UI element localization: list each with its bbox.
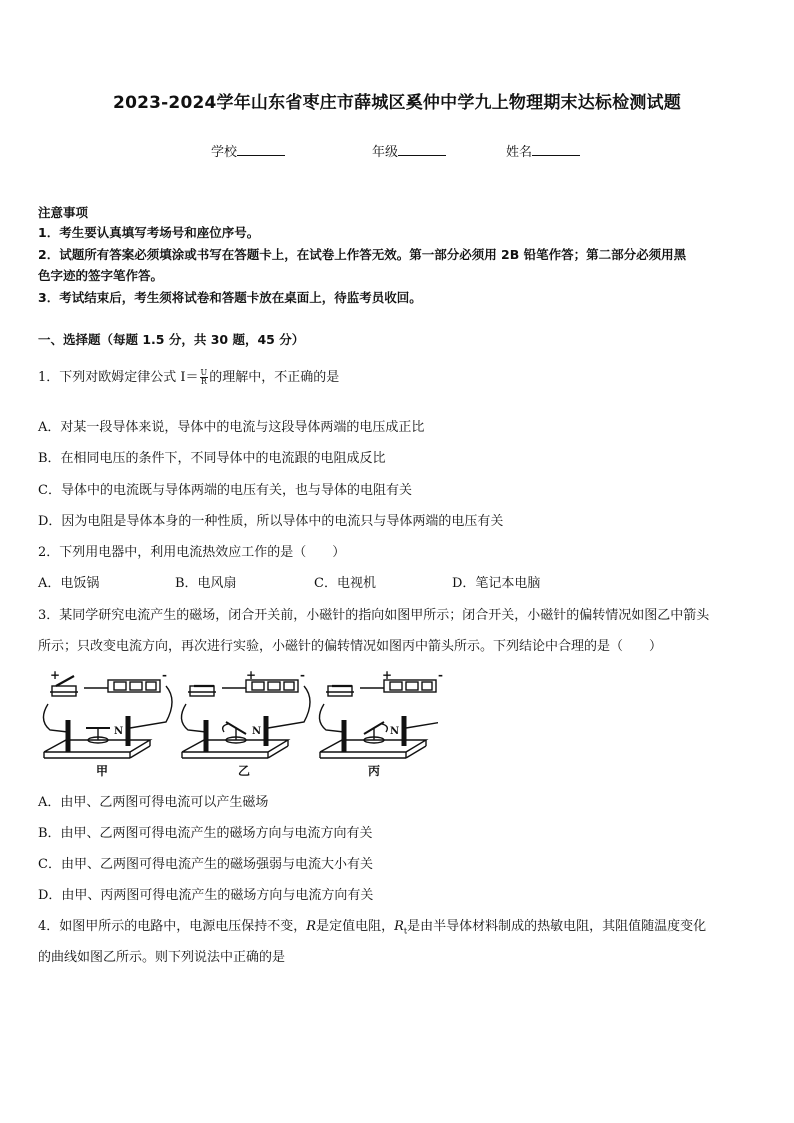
page-title: 2023-2024学年山东省枣庄市薛城区奚仲中学九上物理期末达标检测试题 [113,93,681,113]
grade-field[interactable] [372,141,446,160]
q1-option-b[interactable]: B．在相同电压的条件下，不同导体中的电流跟的电阻成反比 [38,451,386,466]
school-blank[interactable] [237,143,285,156]
q1-option-c[interactable]: C．导体中的电流既与导体两端的电压有关，也与导体的电阻有关 [38,483,412,498]
question-4-stem-line1 [38,915,706,936]
diagram-jia [43,676,172,758]
notice-item: 1．考生要认真填写考场号和座位序号。 [38,225,260,240]
q2-option-b[interactable]: B．电风扇 [175,576,237,591]
q4-text-b: 是定值电阻， [316,919,395,934]
question-4-stem-line2: 的曲线如图乙所示。则下列说法中正确的是 [38,950,286,965]
q4-var-r: R [306,919,317,934]
grade-label: 年级 [372,145,399,160]
grade-blank[interactable] [398,143,446,156]
notice-item: 2．试题所有答案必须填涂或书写在答题卡上，在试卷上作答无效。第一部分必须用 2B 铅笔作答；第二部分必须用黑 [38,247,687,262]
name-label: 姓名 [506,145,533,160]
question-3-stem-line2: 所示；只改变电流方向，再次进行实验，小磁针的偏转情况如图丙中箭头所示。下列结论中合理的是（ ） [38,639,663,654]
diagram-bing-pole: N [390,726,400,737]
q2-option-c[interactable]: C．电视机 [314,576,376,591]
diagram-yi-plus: + [246,668,257,682]
question-1-stem [38,366,339,386]
fraction-denominator: R [200,377,207,386]
q1-suffix: 的理解中，不正确的是 [209,370,340,385]
diagram-yi [181,680,310,758]
name-blank[interactable] [532,143,580,156]
q3-figure [38,668,443,780]
q3-option-b[interactable]: B．由甲、乙两图可得电流产生的磁场方向与电流方向有关 [38,826,373,841]
diagram-label-jia: 甲 [96,764,109,778]
notice-item: 3．考试结束后，考生须将试卷和答题卡放在桌面上，待监考员收回。 [38,290,422,305]
diagram-label-bing: 丙 [368,764,381,778]
q2-option-a[interactable]: A．电饭锅 [38,576,100,591]
q1-option-d[interactable]: D．因为电阻是导体本身的一种性质，所以导体中的电流只与导体两端的电压有关 [38,514,504,529]
q3-option-a[interactable]: A．由甲、乙两图可得电流可以产生磁场 [38,795,269,810]
name-field[interactable] [506,141,580,160]
q3-option-c[interactable]: C．由甲、乙两图可得电流产生的磁场强弱与电流大小有关 [38,857,373,872]
q4-text-a: 4．如图甲所示的电路中，电源电压保持不变， [38,919,307,934]
q1-option-a[interactable]: A．对某一段导体来说，导体中的电流与这段导体两端的电压成正比 [38,420,425,435]
diagram-bing [319,680,438,758]
q4-var-rt-sub: t [403,926,408,936]
q4-text-c: 是由半导体材料制成的热敏电阻，其阻值随温度变化 [407,919,707,934]
school-label: 学校 [211,145,238,160]
fraction-numerator: U [200,368,208,377]
diagram-bing-plus: + [382,668,393,682]
notice-item: 色字迹的签字笔作答。 [38,268,164,283]
diagram-bing-minus: - [438,668,443,682]
diagram-label-yi: 乙 [238,764,251,778]
q3-option-d[interactable]: D．由甲、丙两图可得电流产生的磁场方向与电流方向有关 [38,888,374,903]
diagram-jia-pole: N [114,726,124,737]
q4-var-rt: R [394,919,404,934]
ohm-fraction [200,369,209,386]
diagram-yi-minus: - [300,668,305,682]
question-3-stem-line1: 3．某同学研究电流产生的磁场，闭合开关前，小磁针的指向如图甲所示；闭合开关，小磁针的偏转情况如图乙中箭头 [38,608,710,623]
diagram-jia-minus: - [162,668,167,682]
diagram-jia-plus: + [50,668,61,682]
question-2-stem: 2．下列用电器中，利用电流热效应工作的是（ ） [38,545,346,560]
section-heading: 一、选择题（每题 1.5 分，共 30 题，45 分） [38,332,305,347]
notice-heading: 注意事项 [38,205,89,220]
school-field[interactable] [211,141,285,160]
diagram-yi-pole: N [252,726,262,737]
q2-option-d[interactable]: D．笔记本电脑 [452,576,541,591]
q1-prefix: 1．下列对欧姆定律公式 I＝ [38,370,199,385]
